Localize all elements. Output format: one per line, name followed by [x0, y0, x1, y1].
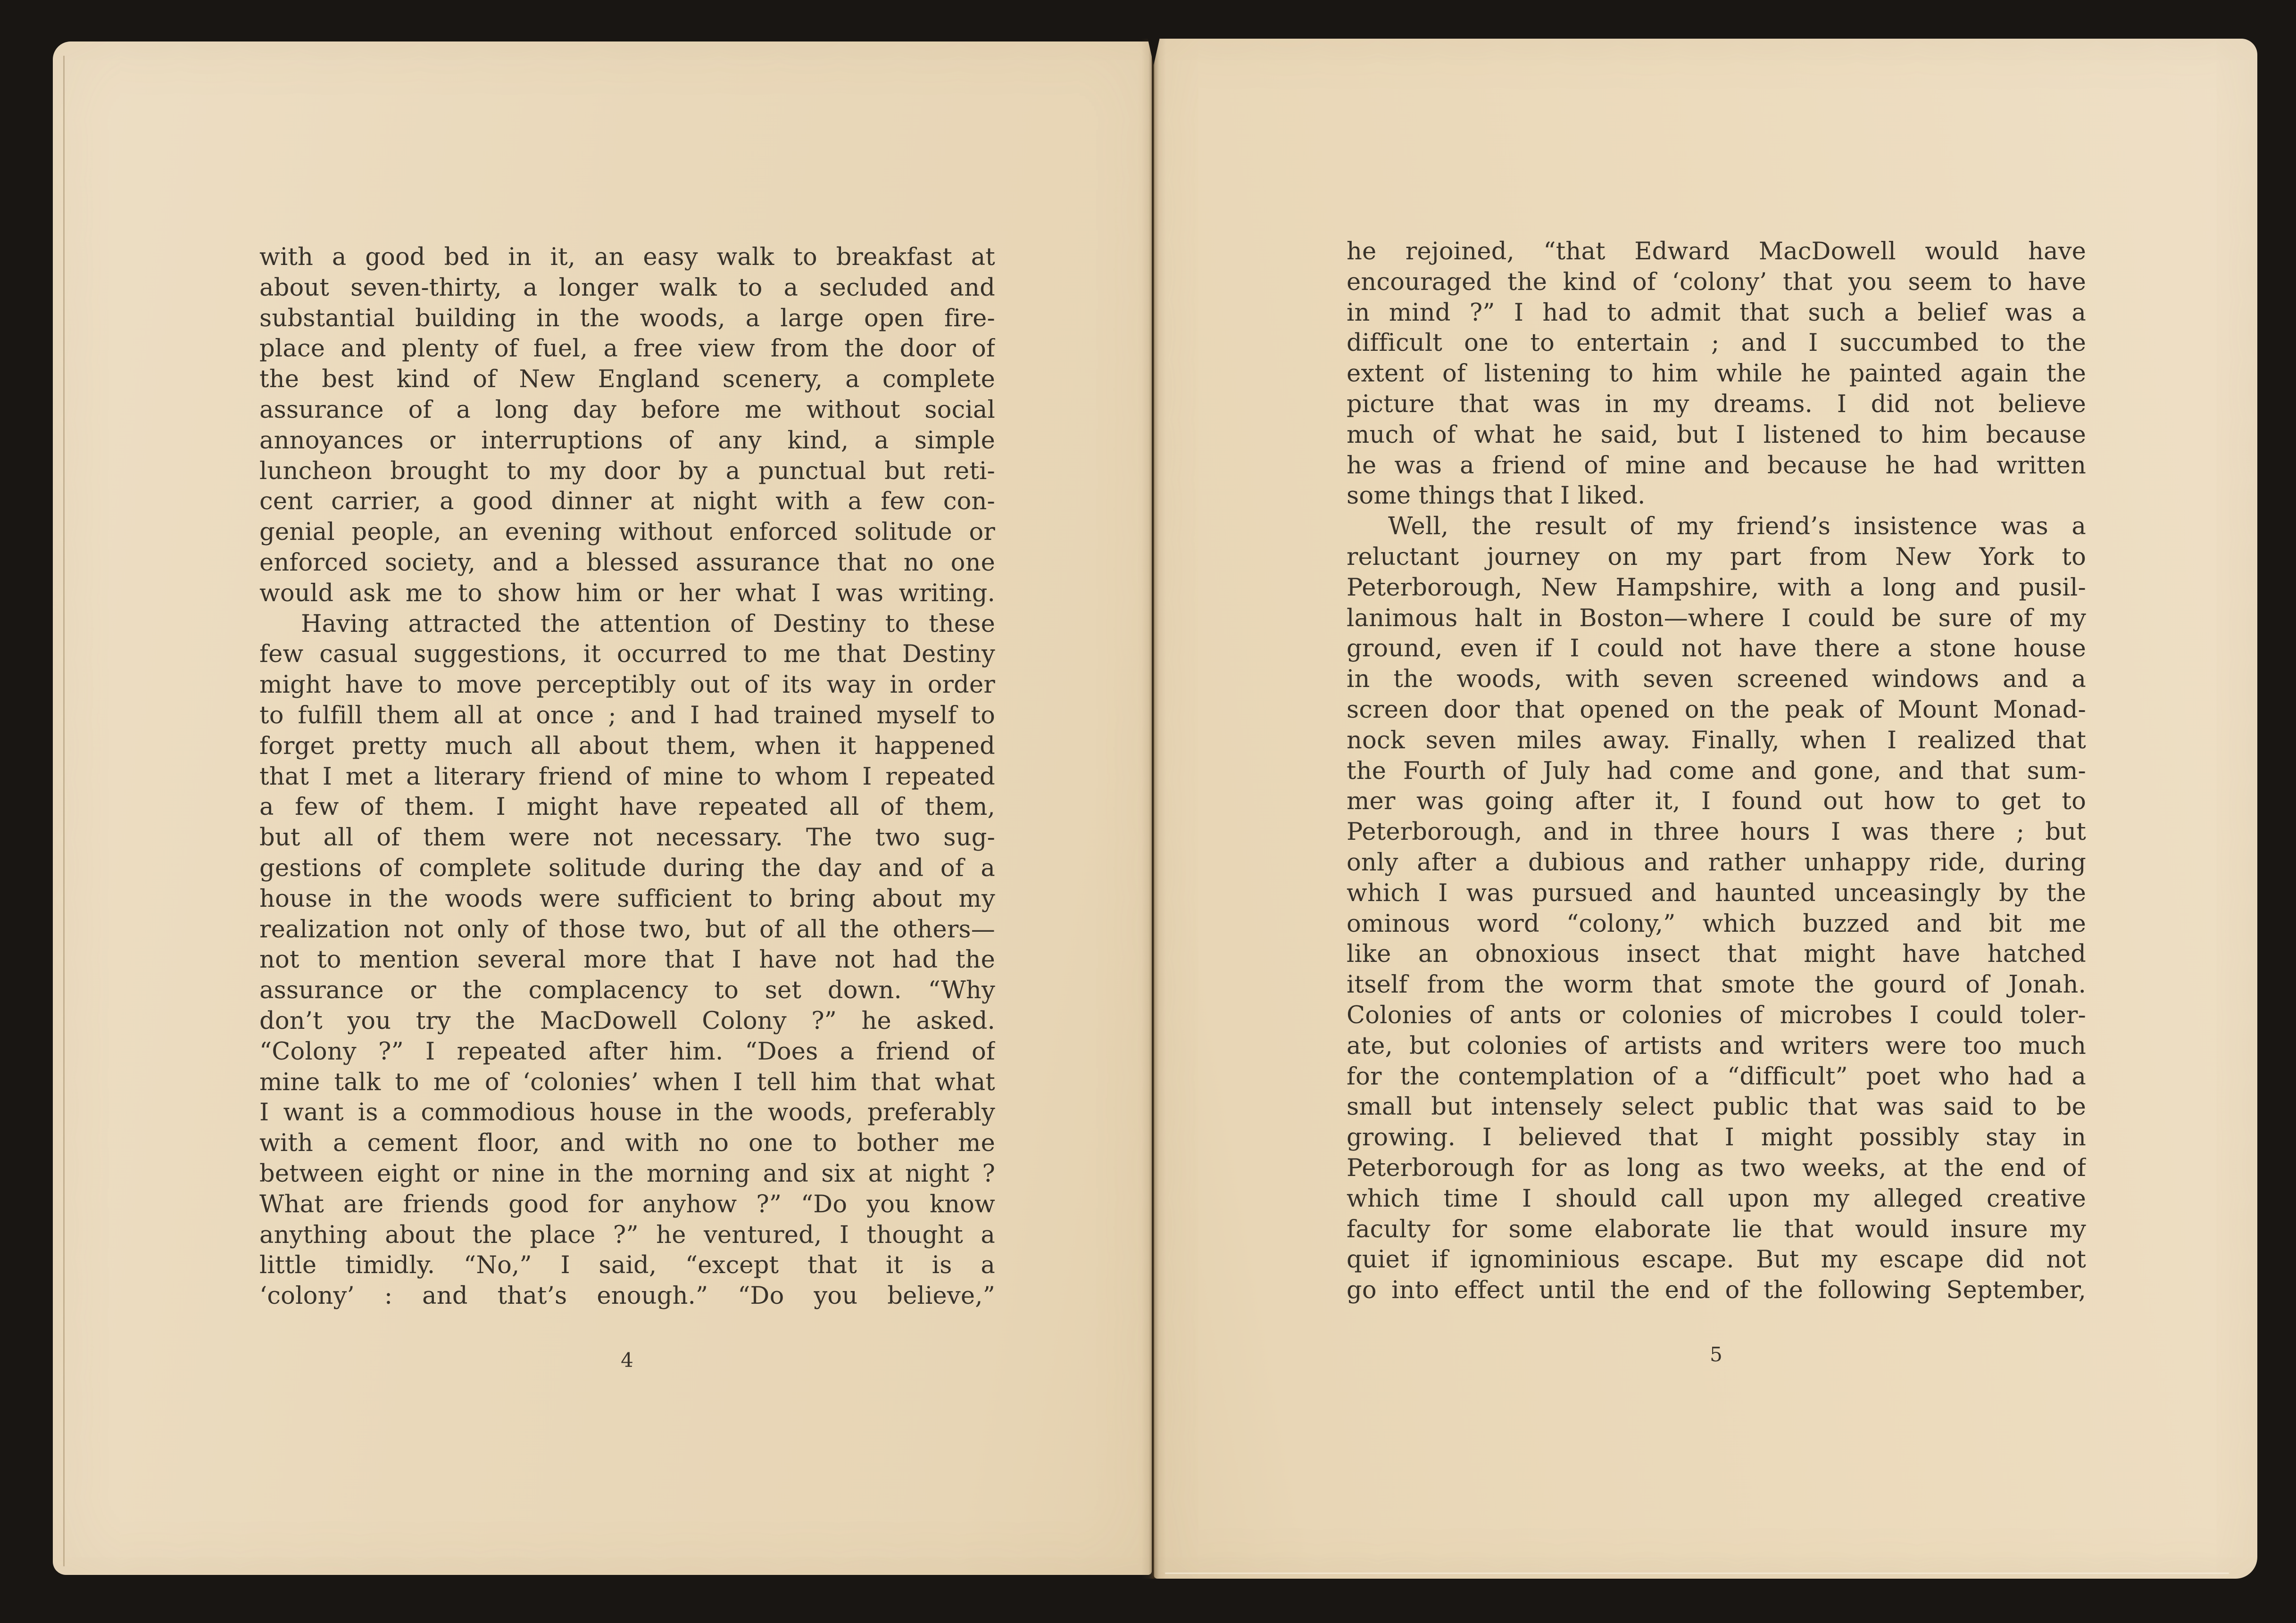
text-line: enforced society, and a blessed assurance that no one — [259, 548, 995, 577]
text-line: mer was going after it, I found out how to get to — [1347, 787, 2086, 816]
text-line: ominous word “colony,” which buzzed and bit me — [1347, 910, 2086, 938]
text-line: I want is a commodious house in the woods, preferably — [259, 1099, 995, 1127]
text-line: about seven-thirty, a longer walk to a secluded and — [259, 273, 995, 302]
text-line: forget pretty much all about them, when it happened — [259, 732, 995, 760]
text-line: “Colony ?” I repeated after him. “Does a friend of — [259, 1037, 995, 1066]
text-line: he was a friend of mine and because he had written — [1347, 451, 2086, 480]
text-line: mine talk to me of ‘colonies’ when I tell him that what — [259, 1068, 995, 1096]
page-number: 4 — [621, 1348, 634, 1372]
text-line: annoyances or interruptions of any kind, a simple — [259, 426, 995, 455]
text-line: between eight or nine in the morning and six at night ? — [259, 1159, 995, 1188]
text-line: might have to move perceptibly out of its way in order — [259, 671, 995, 699]
text-line: would ask me to show him or her what I was writing. — [259, 579, 995, 607]
text-line: quiet if ignominious escape. But my escape did not — [1347, 1246, 2086, 1274]
text-line: which time I should call upon my alleged creative — [1347, 1184, 2086, 1213]
text-line: Colonies of ants or colonies of microbes I could toler- — [1347, 1001, 2086, 1029]
text-line: What are friends good for anyhow ?” “Do you know — [259, 1190, 995, 1218]
text-line: go into effect until the end of the following September, — [1347, 1276, 2086, 1305]
text-line: house in the woods were sufficient to bring about my — [259, 885, 995, 913]
text-line: reluctant journey on my part from New York to — [1347, 543, 2086, 571]
text-line: like an obnoxious insect that might have hatched — [1347, 940, 2086, 969]
text-line: small but intensely select public that was said to be — [1347, 1093, 2086, 1121]
text-line: picture that was in my dreams. I did not believe — [1347, 390, 2086, 418]
text-line: to fulfill them all at once ; and I had trained myself to — [259, 701, 995, 729]
book-page-right — [1154, 39, 2257, 1579]
text-line: with a good bed in it, an easy walk to breakfast at — [259, 243, 995, 271]
book-page-left — [53, 41, 1152, 1575]
text-line: Having attracted the attention of Destiny to these — [301, 610, 995, 638]
text-line: the Fourth of July had come and gone, and that sum- — [1347, 757, 2086, 785]
text-line: few casual suggestions, it occurred to me that Destiny — [259, 640, 995, 669]
text-line: much of what he said, but I listened to him because — [1347, 421, 2086, 449]
text-line: screen door that opened on the peak of Mount Monad- — [1347, 696, 2086, 724]
text-line: ground, even if I could not have there a stone house — [1347, 635, 2086, 663]
text-line: substantial building in the woods, a large open fire- — [259, 304, 995, 332]
text-line: don’t you try the MacDowell Colony ?” he asked. — [259, 1007, 995, 1035]
text-block-right — [1347, 237, 2086, 1365]
text-block-left — [259, 242, 995, 1370]
text-line: growing. I believed that I might possibly stay in — [1347, 1124, 2086, 1152]
text-line: a few of them. I might have repeated all of them, — [259, 793, 995, 821]
text-line: assurance of a long day before me without social — [259, 396, 995, 424]
paragraph — [259, 242, 995, 609]
text-line: not to mention several more that I have not had the — [259, 946, 995, 974]
center-fold-notch — [1148, 38, 1160, 65]
text-line: place and plenty of fuel, a free view from the door of — [259, 335, 995, 363]
text-line: which I was pursued and haunted unceasingly by the — [1347, 879, 2086, 907]
paragraph — [259, 609, 995, 1312]
text-line: for the contemplation of a “difficult” poet who had a — [1347, 1062, 2086, 1091]
text-line: assurance or the complacency to set down. “Why — [259, 977, 995, 1005]
text-line: some things that I liked. — [1347, 482, 1646, 510]
text-line: anything about the place ?” he ventured, I thought a — [259, 1221, 995, 1249]
paragraph — [1347, 237, 2086, 512]
text-line: nock seven miles away. Finally, when I realized that — [1347, 726, 2086, 754]
text-line: faculty for some elaborate lie that would insure my — [1347, 1215, 2086, 1243]
page-number: 5 — [1710, 1342, 1723, 1366]
text-line: extent of listening to him while he painted again the — [1347, 360, 2086, 388]
paragraph — [1347, 512, 2086, 1306]
text-line: only after a dubious and rather unhappy ride, during — [1347, 848, 2086, 877]
text-line: realization not only of those two, but of all the others— — [259, 915, 995, 944]
text-line: but all of them were not necessary. The two sug- — [259, 824, 995, 852]
center-fold — [1141, 39, 1166, 1579]
text-line: genial people, an evening without enforced solitude or — [259, 518, 995, 547]
text-line: Peterborough for as long as two weeks, at the end of — [1347, 1154, 2086, 1182]
text-line: Well, the result of my friend’s insistence was a — [1388, 513, 2086, 541]
text-line: ate, but colonies of artists and writers were too much — [1347, 1032, 2086, 1060]
text-line: gestions of complete solitude during the day and of a — [259, 854, 995, 882]
text-line: ‘colony’ : and that’s enough.” “Do you believe,” — [259, 1282, 995, 1310]
text-line: difficult one to entertain ; and I succumbed to the — [1347, 329, 2086, 357]
text-line: luncheon brought to my door by a punctual but reti- — [259, 457, 995, 485]
text-line: in mind ?” I had to admit that such a belief was a — [1347, 298, 2086, 327]
text-line: Peterborough, New Hampshire, with a long and pusil- — [1347, 573, 2086, 602]
text-line: Peterborough, and in three hours I was there ; but — [1347, 818, 2086, 846]
text-line: the best kind of New England scenery, a complete — [259, 365, 995, 394]
text-line: cent carrier, a good dinner at night with a few con- — [259, 488, 995, 516]
text-line: little timidly. “No,” I said, “except that it is a — [259, 1251, 995, 1280]
text-line: itself from the worm that smote the gourd of Jonah. — [1347, 971, 2086, 999]
text-line: encouraged the kind of ‘colony’ that you seem to have — [1347, 268, 2086, 296]
text-line: that I met a literary friend of mine to whom I repeated — [259, 762, 995, 791]
text-line: with a cement floor, and with no one to bother me — [259, 1129, 995, 1158]
text-line: lanimous halt in Boston—where I could be sure of my — [1347, 604, 2086, 632]
text-line: in the woods, with seven screened windows and a — [1347, 665, 2086, 694]
text-line: he rejoined, “that Edward MacDowell would have — [1347, 238, 2086, 265]
